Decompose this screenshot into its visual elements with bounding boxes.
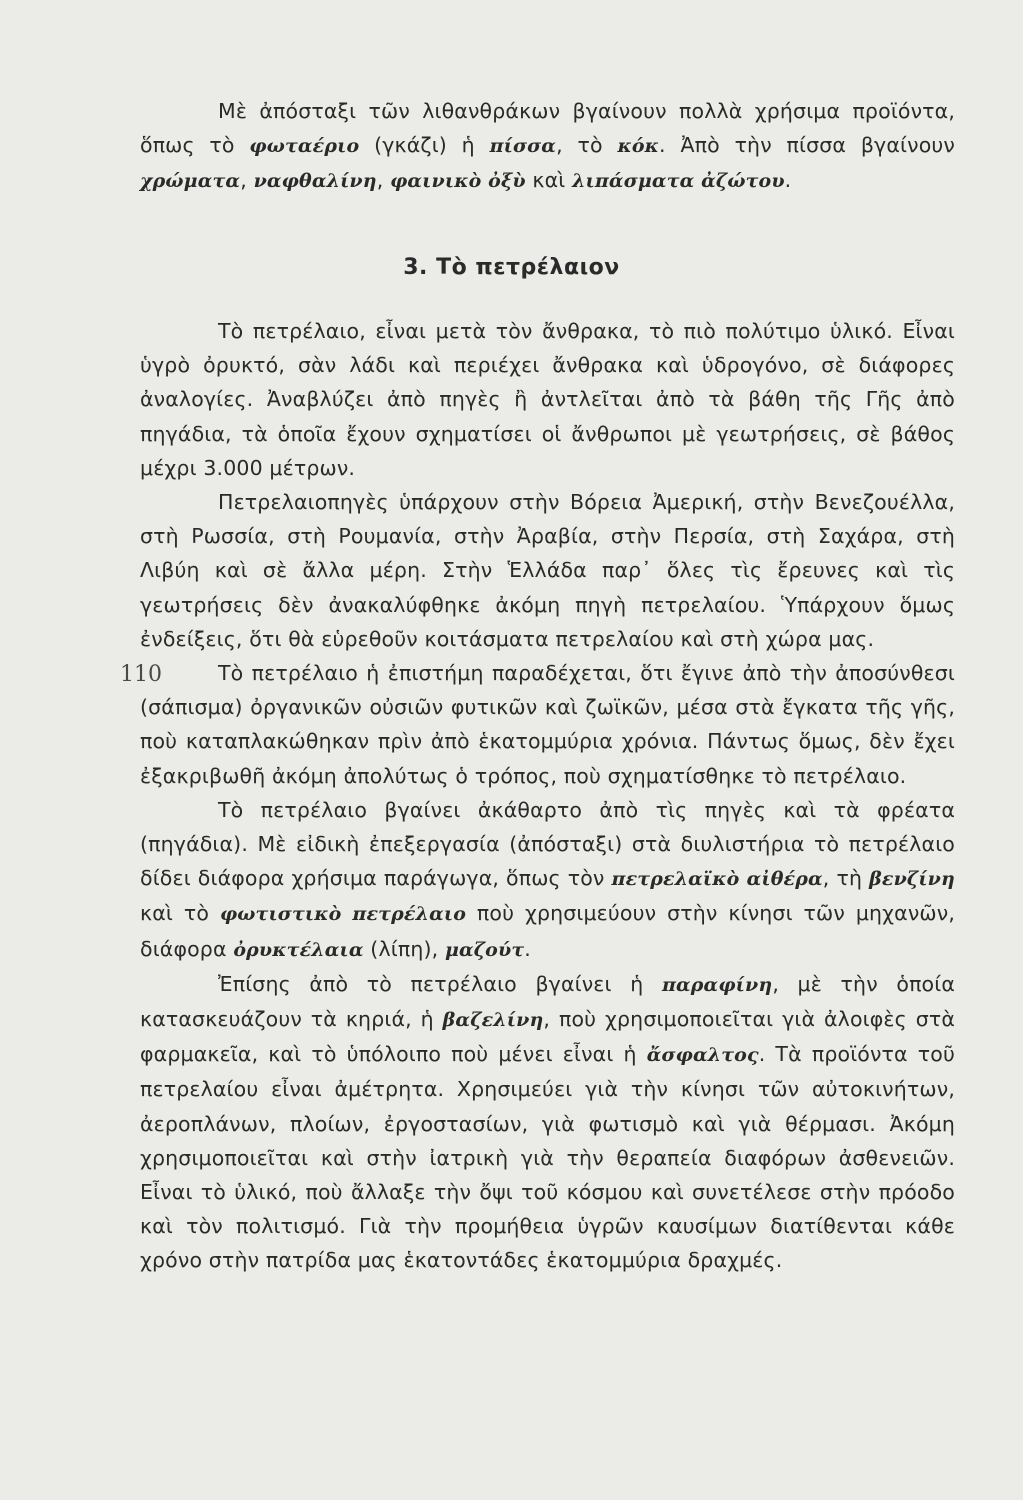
emph-term: κόκ xyxy=(617,135,660,158)
emph-term: βενζίνη xyxy=(869,868,955,891)
page-number: 110 xyxy=(120,662,162,687)
body-text xyxy=(140,314,955,1278)
paragraph-petroleum-intro: Τὸ πετρέλαιο, εἶναι μετὰ τὸν ἄνθρακα, τὸ πιὸ πολύτιμο ὑλικό. Εἶναι ὑγρὸ ὀρυκτό, σὰν λάδι καὶ περιέχει ἄνθρακα καὶ ὑδρογόνο, σὲ διάφορες ἀναλογίες. Ἀναβλύζει ἀπὸ πηγὲς ἢ ἀντλεῖται ἀπὸ τὰ βάθη τῆς Γῆς ἀπὸ πηγάδια, τὰ ὁποῖα ἔχουν σχηματίσει οἱ ἄνθρωποι μὲ γεωτρήσεις, σὲ βάθος μέχρι 3.000 μέτρων. xyxy=(140,319,955,480)
emph-term: βαζελίνη xyxy=(442,1009,544,1032)
emph-term: πετρελαϊκὸ αἰθέρα xyxy=(611,868,823,891)
paragraph-refining: Τὸ πετρέλαιο βγαίνει ἀκάθαρτο ἀπὸ τὶς πηγὲς καὶ τὰ φρέατα (πηγάδια). Μὲ εἰδικὴ ἐπεξεργασία (ἀπόσταξι) στὰ διυλιστήρια τὸ πετρέλαιο δίδει διάφορα χρήσιμα παράγωγα, ὅπως τὸν πετρελαϊκὸ αἰθέρα, τὴ βενζίνη καὶ τὸ φωτιστικὸ πετρέλαιο ποὺ χρησιμεύουν στὴν κίνησι τῶν μηχανῶν, διάφορα ὀρυκτέλαια (λίπη), μαζούτ. xyxy=(140,797,956,961)
paragraph-oil-origin: Τὸ πετρέλαιο ἡ ἐπιστήμη παραδέχεται, ὅτι ἔγινε ἀπὸ τὴν ἀποσύνθεσι (σάπισμα) ὀργανικῶν οὐσιῶν φυτικῶν καὶ ζωϊκῶν, μέσα στὰ ἔγκατα τῆς γῆς, ποὺ καταπλακώθηκαν πρὶν ἀπὸ ἑκατομμύρια χρόνια. Πάντως ὅμως, δὲν ἔχει ἐξακριβωθῆ ἀκόμη ἀπολύτως ὁ τρόπος, ποὺ σχηματίσθηκε τὸ πετρέλαιο. xyxy=(140,661,955,788)
emph-term: ναφθαλίνη xyxy=(253,170,377,193)
emph-term: χρώματα xyxy=(140,170,241,193)
section-heading: 3. Τὸ πετρέλαιον xyxy=(403,255,620,280)
emph-term: ὀρυκτέλαια xyxy=(233,938,364,961)
emph-term: ἄσφαλτος xyxy=(646,1044,759,1067)
emph-term: παραφίνη xyxy=(661,973,773,996)
emph-term: πίσσα xyxy=(489,135,557,158)
emph-term: φωτιστικὸ πετρέλαιο xyxy=(219,903,467,926)
intro-text: Μὲ ἀπόσταξι τῶν λιθανθράκων βγαίνουν πολλὰ χρήσιμα προϊόντα, ὅπως τὸ φωταέριο (γκάζι) ἡ πίσσα, τὸ κόκ. Ἀπὸ τὴν πίσσα βγαίνουν χρώματα, ναφθαλίνη, φαινικὸ ὀξὺ καὶ λιπάσματα ἀζώτου. xyxy=(140,99,955,193)
paragraph-byproducts: Ἐπίσης ἀπὸ τὸ πετρέλαιο βγαίνει ἡ παραφίνη, μὲ τὴν ὁποία κατασκευάζουν τὰ κηριά, ἡ βαζελίνη, ποὺ χρησιμοποιεῖται γιὰ ἀλοιφὲς στὰ φαρμακεῖα, καὶ τὸ ὑπόλοιπο ποὺ μένει εἶναι ἡ ἄσφαλτος. Τὰ προϊόντα τοῦ πετρελαίου εἶναι ἀμέτρητα. Χρησιμεύει γιὰ τὴν κίνησι τῶν αὐτοκινήτων, ἀεροπλάνων, πλοίων, ἐργοστασίων, γιὰ φωτισμὸ καὶ γιὰ θέρμασι. Ἀκόμη χρησιμοποιεῖται καὶ στὴν ἰατρικὴ γιὰ τὴν θεραπεία διαφόρων ἀσθενειῶν. Εἶναι τὸ ὑλικό, ποὺ ἄλλαξε τὴν ὄψι τοῦ κόσμου καὶ συνετέλεσε στὴν πρόοδο καὶ τὸν πολιτισμό. Γιὰ τὴν προμήθεια ὑγρῶν καυσίμων διατίθενται κάθε χρόνο στὴν πατρίδα μας ἑκατοντάδες ἑκατομμύρια δραχμές. xyxy=(140,971,955,1273)
emph-term: φαινικὸ ὀξὺ xyxy=(390,170,526,193)
intro-paragraph xyxy=(140,94,955,199)
emph-term: μαζούτ xyxy=(444,938,525,961)
emph-term: φωταέριο xyxy=(249,135,360,158)
paragraph-oil-sources: Πετρελαιοπηγὲς ὑπάρχουν στὴν Βόρεια Ἀμερική, στὴν Βενεζουέλλα, στὴ Ρωσσία, στὴ Ρουμανία, στὴν Ἀραβία, στὴν Περσία, στὴ Σαχάρα, στὴ Λιβύη καὶ σὲ ἄλλα μέρη. Στὴν Ἑλλάδα παρ᾿ ὅλες τὶς ἔρευνες καὶ τὶς γεωτρήσεις δὲν ἀνακαλύφθηκε ἀκόμη πηγὴ πετρελαίου. Ὑπάρχουν ὅμως ἐνδείξεις, ὅτι θὰ εὑρεθοῦν κοιτάσματα πετρελαίου καὶ στὴ χώρα μας. xyxy=(140,490,955,651)
emph-term: λιπάσματα ἀζώτου xyxy=(572,170,785,193)
